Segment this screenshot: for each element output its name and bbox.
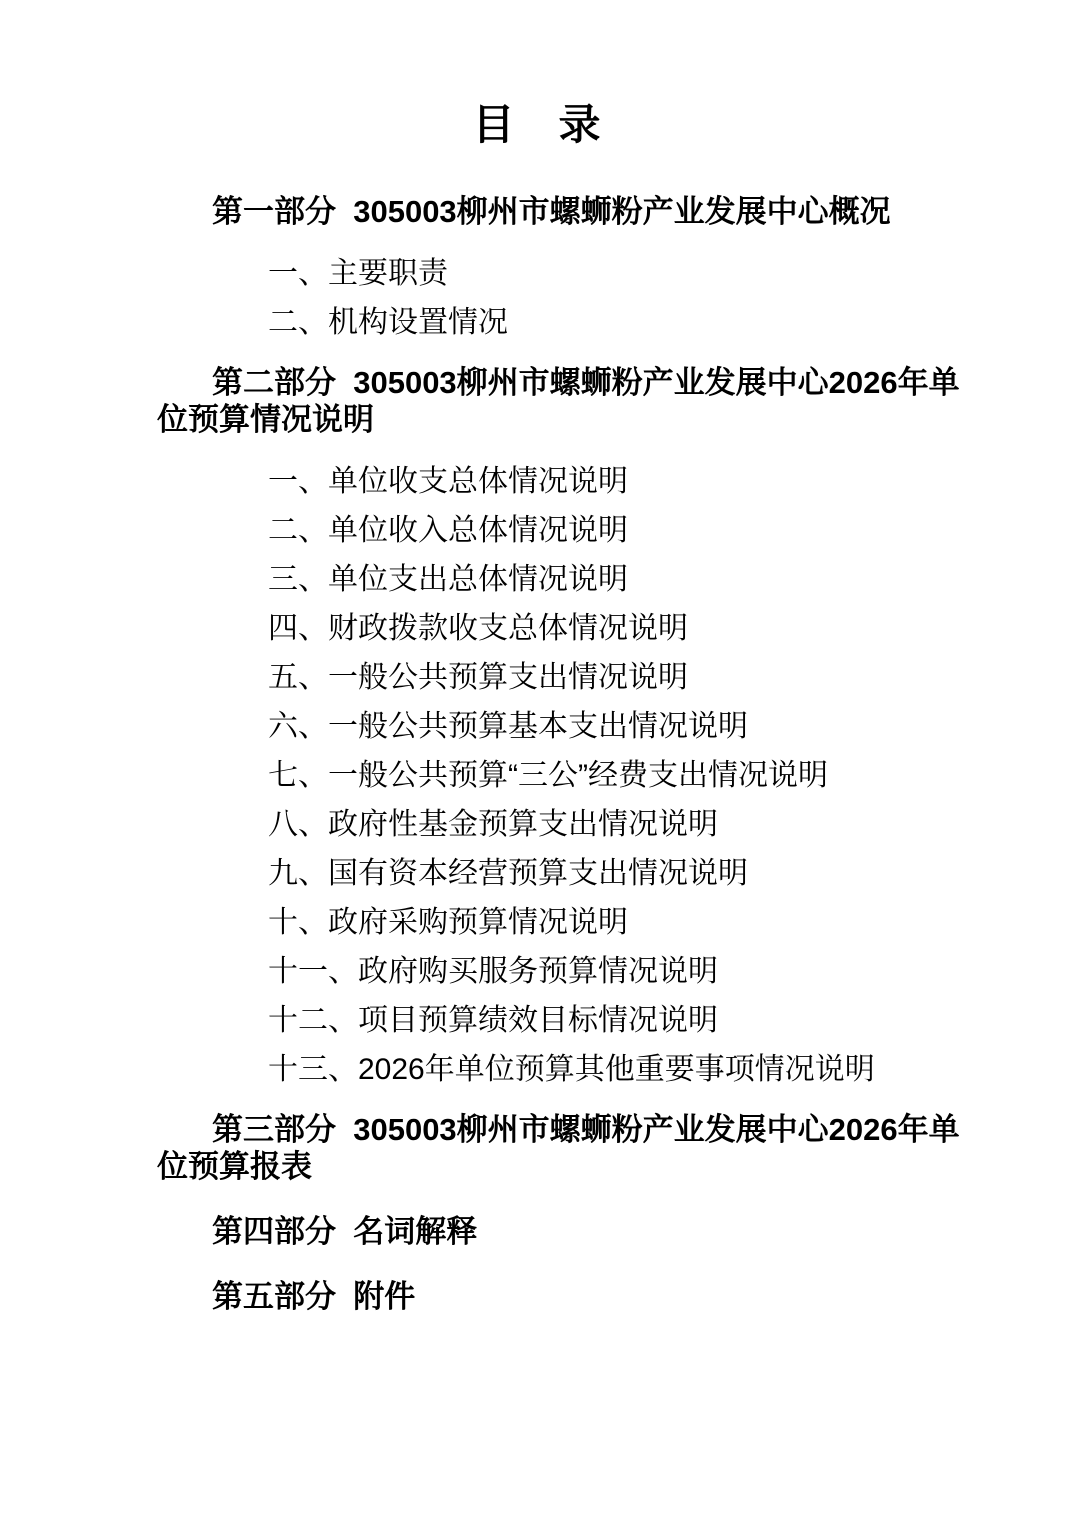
toc-item: 一、主要职责: [268, 257, 448, 290]
toc-item: 七、一般公共预算“三公”经费支出情况说明: [268, 759, 828, 792]
toc-content: [157, 193, 962, 1315]
part-heading-4: 第四部分 名词解释: [212, 1214, 478, 1249]
toc-title: 目 录: [472, 101, 602, 148]
toc-item: 一、单位收支总体情况说明: [268, 465, 628, 498]
toc-item: 八、政府性基金预算支出情况说明: [268, 808, 718, 841]
part-heading-5: 第五部分 附件: [212, 1279, 416, 1314]
part-heading-3: 第三部分 305003柳州市螺蛳粉产业发展中心2026年单位预算报表: [157, 1112, 960, 1184]
toc-item: 四、财政拨款收支总体情况说明: [268, 612, 688, 645]
toc-item: 十二、项目预算绩效目标情况说明: [268, 1004, 718, 1037]
toc-item: 十、政府采购预算情况说明: [268, 906, 628, 939]
toc-item: 十一、政府购买服务预算情况说明: [268, 955, 718, 988]
part-heading-1: 第一部分 305003柳州市螺蛳粉产业发展中心概况: [212, 194, 891, 229]
toc-item: 二、单位收入总体情况说明: [268, 514, 628, 547]
toc-item: 六、一般公共预算基本支出情况说明: [268, 710, 748, 743]
toc-item: 十三、2026年单位预算其他重要事项情况说明: [268, 1053, 875, 1086]
toc-item: 五、一般公共预算支出情况说明: [268, 661, 688, 694]
toc-item: 三、单位支出总体情况说明: [268, 563, 628, 596]
toc-item: 二、机构设置情况: [268, 306, 508, 339]
toc-item: 九、国有资本经营预算支出情况说明: [268, 857, 748, 890]
part-heading-2: 第二部分 305003柳州市螺蛳粉产业发展中心2026年单位预算情况说明: [157, 365, 960, 437]
